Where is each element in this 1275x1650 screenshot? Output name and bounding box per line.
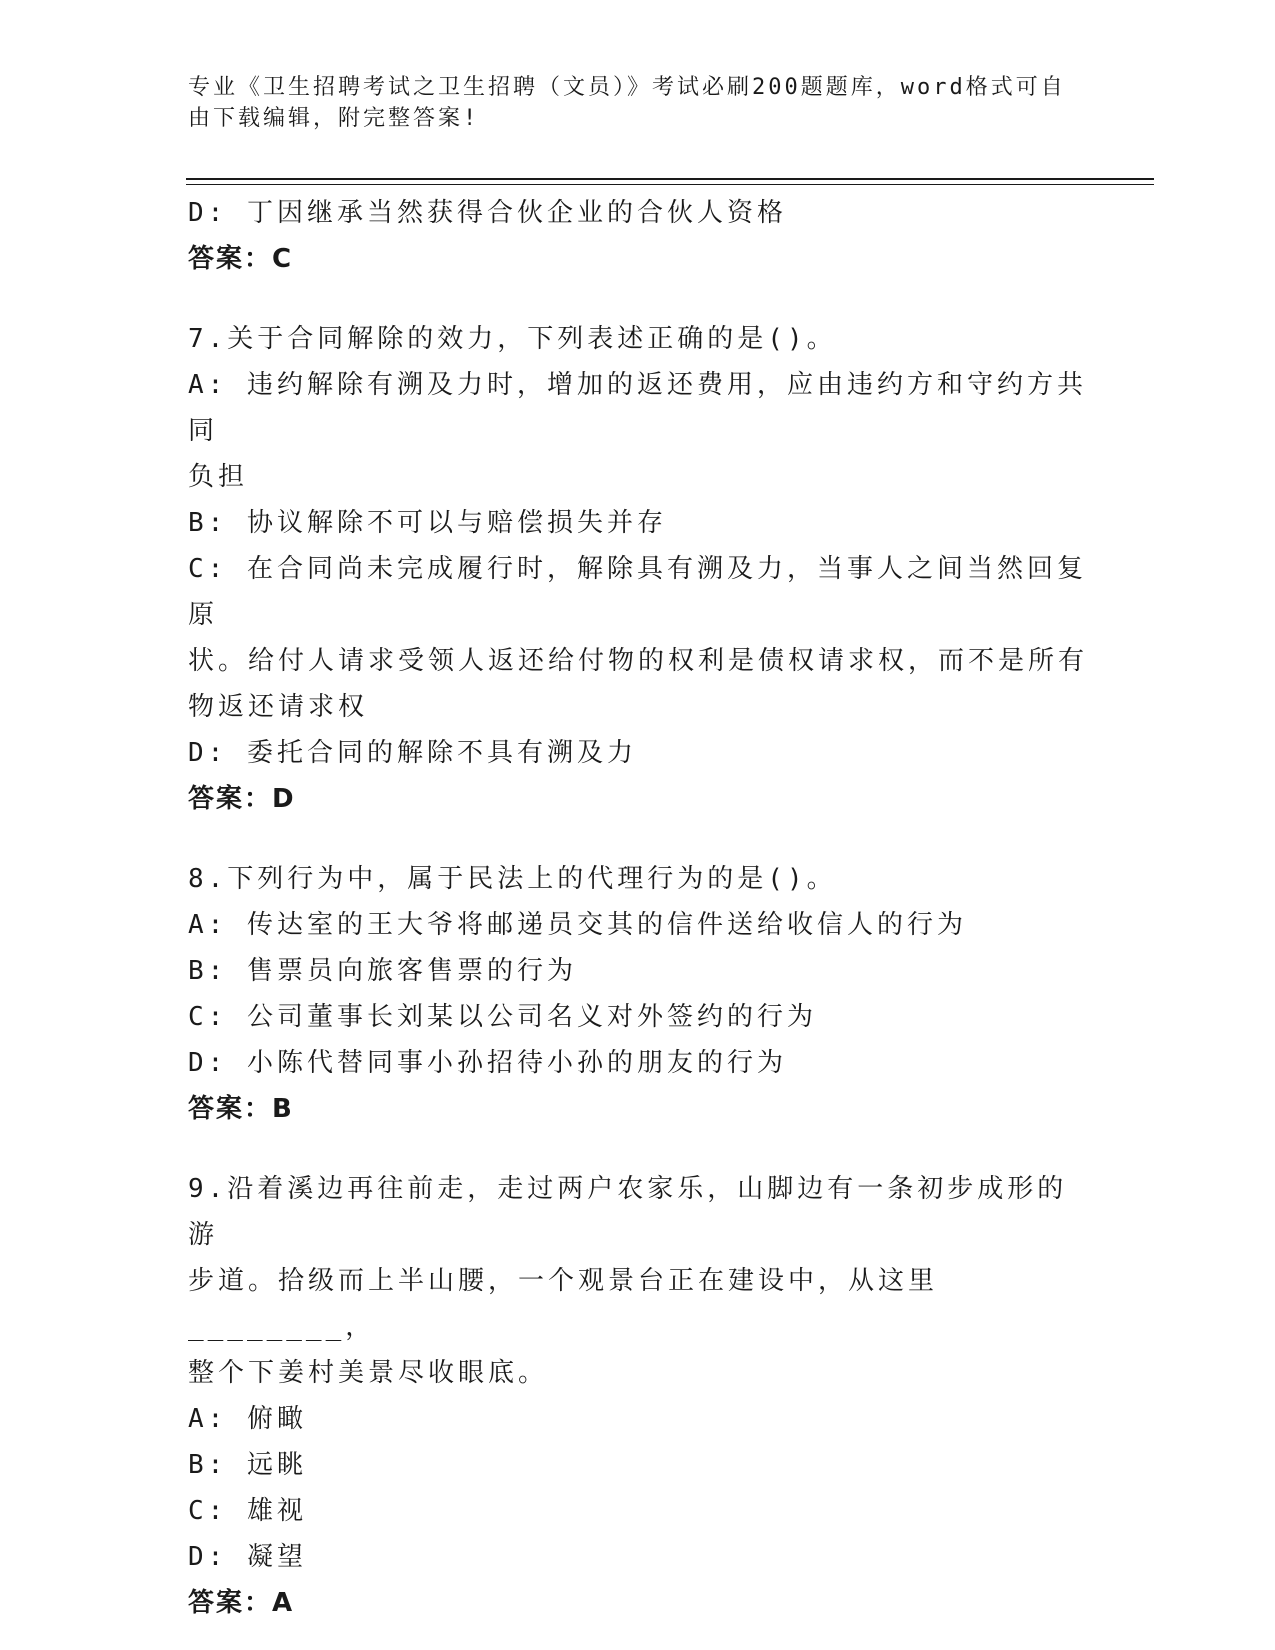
option-c-continued: 状。给付人请求受领人返还给付物的权利是债权请求权，而不是所有 [188,646,1089,676]
option-d: D: 小陈代替同事小孙招待小孙的朋友的行为 [188,1048,787,1078]
option-b: B: 远眺 [188,1450,307,1480]
document-header [188,72,1068,134]
question-stem: 9.沿着溪边再往前走，走过两户农家乐，山脚边有一条初步成形的游 [188,1174,1068,1250]
option-a: A: 俯瞰 [188,1404,307,1434]
option-c: C: 在合同尚未完成履行时，解除具有溯及力，当事人之间当然回复原 [188,554,1087,630]
header-divider-thin [186,184,1154,185]
option-b: B: 售票员向旅客售票的行为 [188,956,577,986]
header-line-2: 由下载编辑，附完整答案! [188,106,480,131]
header-divider-thick [186,178,1154,180]
spacer [188,1132,1088,1166]
answer-line: 答案：D [188,784,296,814]
header-line-1: 专业《卫生招聘考试之卫生招聘（文员）》考试必刷200题题库，word格式可自 [188,75,1066,100]
question-stem-continued: 步道。拾级而上半山腰，一个观景台正在建设中，从这里________， [188,1266,939,1342]
option-c: C: 雄视 [188,1496,307,1526]
question-8 [188,856,1088,1132]
option-d: D: 凝望 [188,1542,307,1572]
option-d: D: 丁因继承当然获得合伙企业的合伙人资格 [188,198,787,228]
answer-line: 答案：B [188,1094,294,1124]
answer-line: 答案：A [188,1588,295,1618]
question-stem-continued: 整个下姜村美景尽收眼底。 [188,1358,549,1388]
option-c-continued: 物返还请求权 [188,692,369,722]
question-stem: 8.下列行为中，属于民法上的代理行为的是()。 [188,864,837,894]
question-9 [188,1166,1088,1626]
option-a: A: 违约解除有溯及力时，增加的返还费用，应由违约方和守约方共同 [188,370,1087,446]
document-body [188,190,1088,1626]
option-a-continued: 负担 [188,462,249,492]
answer-line: 答案：C [188,244,294,274]
option-b: B: 协议解除不可以与赔偿损失并存 [188,508,667,538]
question-stem: 7.关于合同解除的效力，下列表述正确的是()。 [188,324,837,354]
question-7 [188,316,1088,822]
option-c: C: 公司董事长刘某以公司名义对外签约的行为 [188,1002,817,1032]
question-6-tail [188,190,1088,282]
option-d: D: 委托合同的解除不具有溯及力 [188,738,637,768]
option-a: A: 传达室的王大爷将邮递员交其的信件送给收信人的行为 [188,910,967,940]
spacer [188,282,1088,316]
spacer [188,822,1088,856]
